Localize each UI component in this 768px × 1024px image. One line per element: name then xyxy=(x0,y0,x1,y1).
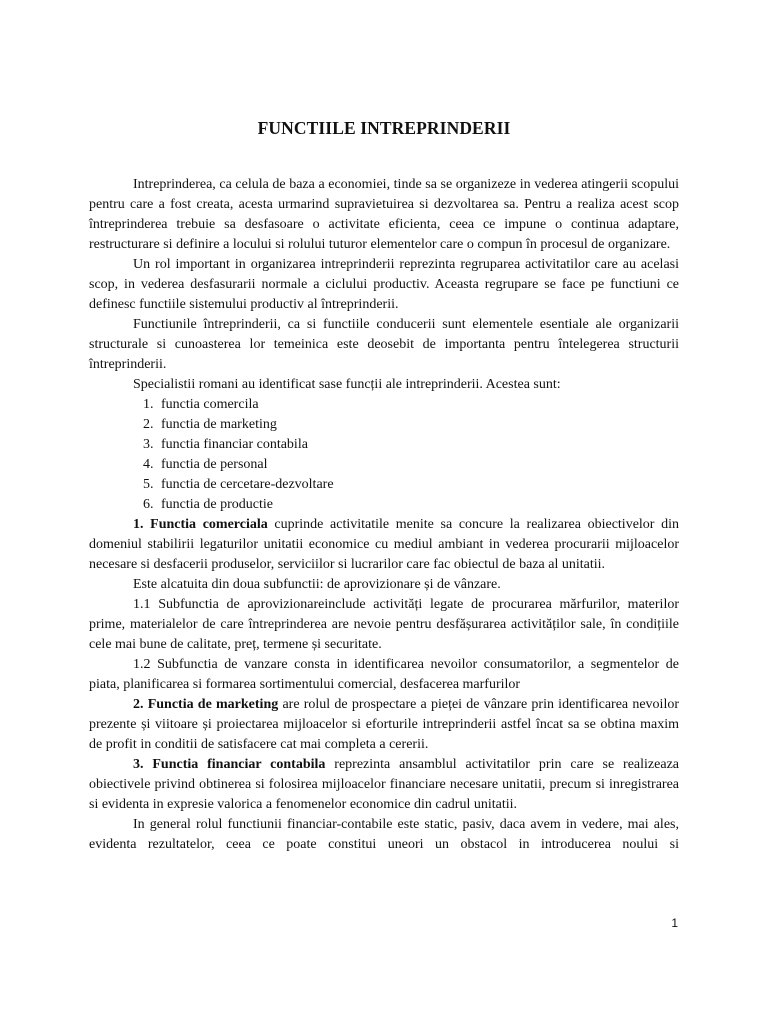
list-item: 4. functia de personal xyxy=(157,455,679,475)
paragraph: Un rol important in organizarea intreprinderii reprezinta regruparea activitatilor care au acelasi scop, in vederea desfasurarii normale a ciclului productiv. Aceasta regrupare se face pe functiuni ce definesc functiile sistemului productiv al întreprinderii. xyxy=(89,257,679,312)
paragraph: 1.2 Subfunctia de vanzare consta in identificarea nevoilor consumatorilor, a segmentelor de piata, planificarea si formarea sortimentului comercial, desfacerea marfurilor xyxy=(89,657,679,692)
page-number: 1 xyxy=(671,916,678,930)
functions-list xyxy=(89,395,679,515)
document-body xyxy=(89,175,679,855)
page-title: FUNCTIILE INTREPRINDERII xyxy=(257,118,511,138)
paragraph xyxy=(89,695,679,755)
paragraph: 1.1 Subfunctia de aprovizionareinclude activități legate de procurarea mărfurilor, materilor prime, materialelor de care întreprinderea are nevoie pentru desfășurarea activităților sale, în condițiile cele mai bune de calitate, preț, termene și securitate. xyxy=(89,597,679,652)
section-heading: 2. Functia de marketing xyxy=(133,697,279,712)
list-item: 1. functia comercila xyxy=(157,395,679,415)
list-item: 3. functia financiar contabila xyxy=(157,435,679,455)
paragraph-text: reprezinta ansamblul activitatilor prin care se realizeaza obiectivele privind obtinerea si folosirea mijloacelor financiare necesare unitatii, precum si inregistrarea si evidenta in expresie valorica a fenomenelor economice din cadrul unitatii. xyxy=(89,757,679,812)
section-heading: 1. Functia comerciala xyxy=(133,517,268,532)
paragraph: In general rolul functiunii financiar-contabile este static, pasiv, daca avem in vedere, mai ales, evidenta rezultatelor, ceea ce poate constitui uneori un obstacol in introducerea noului si xyxy=(89,817,679,852)
paragraph: Intreprinderea, ca celula de baza a economiei, tinde sa se organizeze in vederea atingerii scopului pentru care a fost creata, acesta urmarind supravietuirea si dezvoltarea sa. Pentru a realiza acest scop întreprinderea trebuie sa desfasoare o activitate eficienta, ceea ce impune o continua adaptare, restructurare si definire a locului si rolului tuturor elementelor care o compun în procesul de organizare. xyxy=(89,177,679,252)
section-heading: 3. Functia financiar contabila xyxy=(133,757,326,772)
paragraph: Specialistii romani au identificat sase funcții ale intreprinderii. Acestea sunt: xyxy=(133,377,561,392)
paragraph-text: cuprinde activitatile menite sa concure la realizarea obiectivelor din domeniul stabilirii legaturilor unitatii economice cu mediul ambiant in vederea procurarii mijloacelor necesare si desfacerii produselor, serviciilor si lucrarilor care fac obiectul de baza al unitatii. xyxy=(89,517,679,572)
paragraph xyxy=(89,515,679,575)
list-item: 5. functia de cercetare-dezvoltare xyxy=(157,475,679,495)
paragraph-text: are rolul de prospectare a pieței de vânzare prin identificarea nevoilor prezente și viitoare și proiectarea mijloacelor si eforturile intreprinderii astfel încat sa se obtina maxim de profit in conditii de satisfacere cat mai completa a cererii. xyxy=(89,697,679,752)
list-item: 6. functia de productie xyxy=(157,495,679,515)
paragraph xyxy=(89,755,679,815)
paragraph: Este alcatuita din doua subfunctii: de aprovizionare și de vânzare. xyxy=(133,577,501,592)
paragraph: Functiunile întreprinderii, ca si functiile conducerii sunt elementele esentiale ale organizarii structurale si cunoasterea lor temeinica este deosebit de importanta pentru întelegerea structurii întreprinderii. xyxy=(89,317,679,372)
list-item: 2. functia de marketing xyxy=(157,415,679,435)
